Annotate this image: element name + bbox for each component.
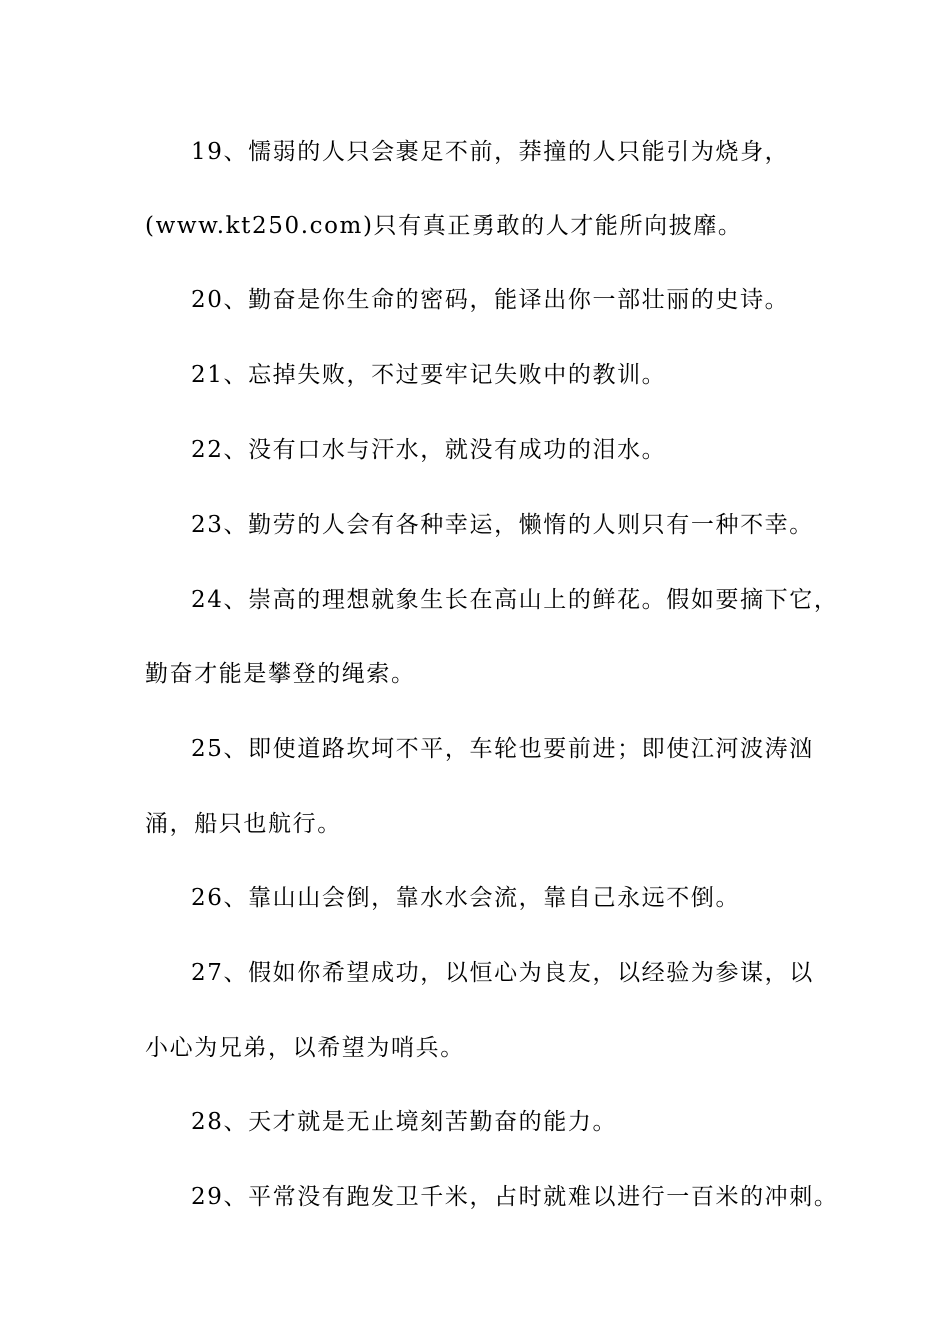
quote-29: 29、平常没有跑发卫千米，占时就难以进行一百米的冲刺。 — [191, 1184, 839, 1210]
quote-21: 21、忘掉失败，不过要牢记失败中的教训。 — [191, 362, 667, 388]
quote-27-line-2: 小心为兄弟，以希望为哨兵。 — [145, 1035, 465, 1061]
quote-24-line-2: 勤奋才能是攀登的绳索。 — [145, 661, 416, 687]
quote-25-line-1: 25、即使道路坎坷不平，车轮也要前进；即使江河波涛汹 — [191, 736, 814, 762]
quote-19-line-1: 19、懦弱的人只会裹足不前，莽撞的人只能引为烧身， — [191, 139, 790, 165]
quote-26: 26、靠山山会倒，靠水水会流，靠自己永远不倒。 — [191, 885, 741, 911]
quote-20: 20、勤奋是你生命的密码，能译出你一部壮丽的史诗。 — [191, 287, 790, 313]
quote-27-line-1: 27、假如你希望成功，以恒心为良友，以经验为参谋，以 — [191, 960, 814, 986]
quote-25-line-2: 涌，船只也航行。 — [145, 811, 342, 837]
quote-22: 22、没有口水与汗水，就没有成功的泪水。 — [191, 437, 667, 463]
quote-28: 28、天才就是无止境刻苦勤奋的能力。 — [191, 1109, 618, 1135]
quote-23: 23、勤劳的人会有各种幸运，懒惰的人则只有一种不幸。 — [191, 512, 814, 538]
quote-19-line-2: (www.kt250.com)只有真正勇敢的人才能所向披靡。 — [145, 213, 743, 239]
quote-24-line-1: 24、崇高的理想就象生长在高山上的鲜花。假如要摘下它， — [191, 587, 839, 613]
